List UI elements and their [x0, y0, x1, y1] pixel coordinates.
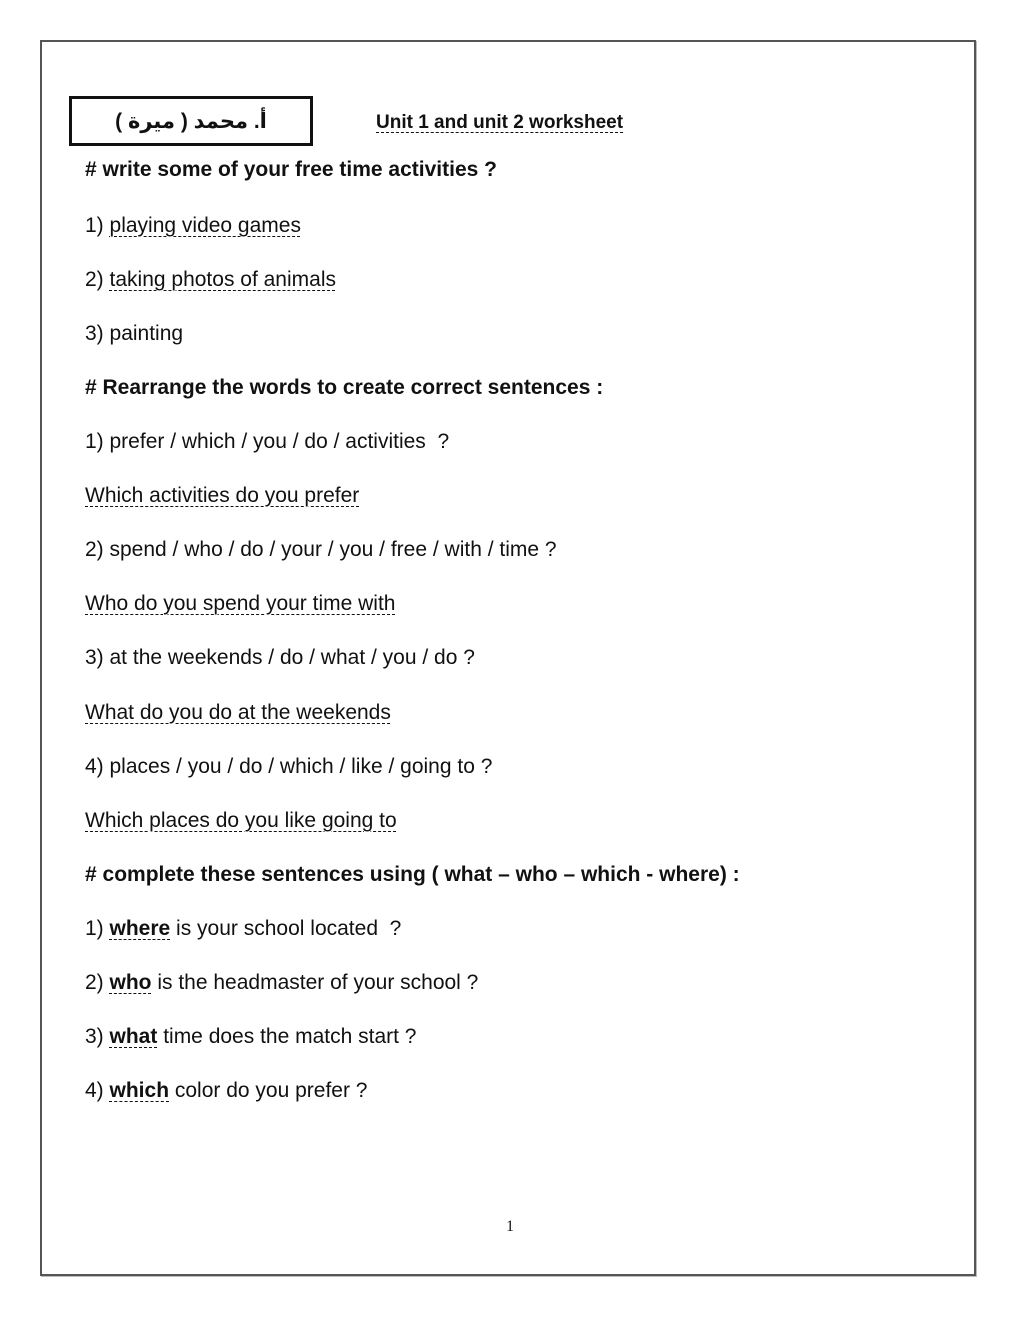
item-number: 3) — [85, 1025, 110, 1048]
rearrange-answer: Which places do you like going to — [85, 809, 397, 832]
complete-sentence — [85, 1077, 367, 1105]
section2-heading: # Rearrange the words to create correct sentences : — [85, 376, 604, 399]
item-number: 2) — [85, 268, 110, 291]
activity-item — [85, 212, 301, 240]
complete-sentence — [85, 1023, 416, 1051]
complete-sentence — [85, 915, 401, 943]
activity-answer: painting — [109, 322, 184, 345]
sentence-rest: is the headmaster of your school ? — [151, 971, 479, 994]
item-number: 4) — [85, 1079, 110, 1102]
sentence-rest: color do you prefer ? — [169, 1079, 368, 1102]
item-number: 3) — [85, 322, 110, 345]
sentence-rest: time does the match start ? — [157, 1025, 417, 1048]
sentence-rest: is your school located ? — [170, 917, 402, 940]
section1-heading: # write some of your free time activities ? — [85, 158, 497, 181]
activity-item — [85, 266, 336, 294]
filled-blank: where — [109, 917, 171, 940]
rearrange-prompt: 2) spend / who / do / your / you / free / with / time ? — [85, 538, 557, 561]
rearrange-prompt: 1) prefer / which / you / do / activities ? — [85, 430, 450, 453]
filled-blank: which — [109, 1079, 170, 1102]
section3-heading: # complete these sentences using ( what – who – which - where) : — [85, 863, 740, 886]
rearrange-answer: Which activities do you prefer — [85, 484, 360, 507]
item-number: 1) — [85, 917, 110, 940]
activity-answer: taking photos of animals — [109, 268, 336, 291]
filled-blank: who — [109, 971, 152, 994]
page-number: 1 — [506, 1218, 514, 1235]
complete-sentence — [85, 969, 478, 997]
activity-answer: playing video games — [109, 214, 301, 237]
rearrange-prompt: 4) places / you / do / which / like / going to ? — [85, 755, 493, 778]
activity-item — [85, 320, 183, 348]
item-number: 1) — [85, 214, 110, 237]
filled-blank: what — [109, 1025, 158, 1048]
worksheet-title: Unit 1 and unit 2 worksheet — [376, 112, 624, 133]
teacher-name: أ. محمد ( ميرة ) — [115, 109, 267, 133]
teacher-name-box — [69, 96, 313, 146]
rearrange-answer: What do you do at the weekends — [85, 701, 391, 724]
rearrange-answer: Who do you spend your time with — [85, 592, 396, 615]
item-number: 2) — [85, 971, 110, 994]
rearrange-prompt: 3) at the weekends / do / what / you / do ? — [85, 646, 475, 669]
